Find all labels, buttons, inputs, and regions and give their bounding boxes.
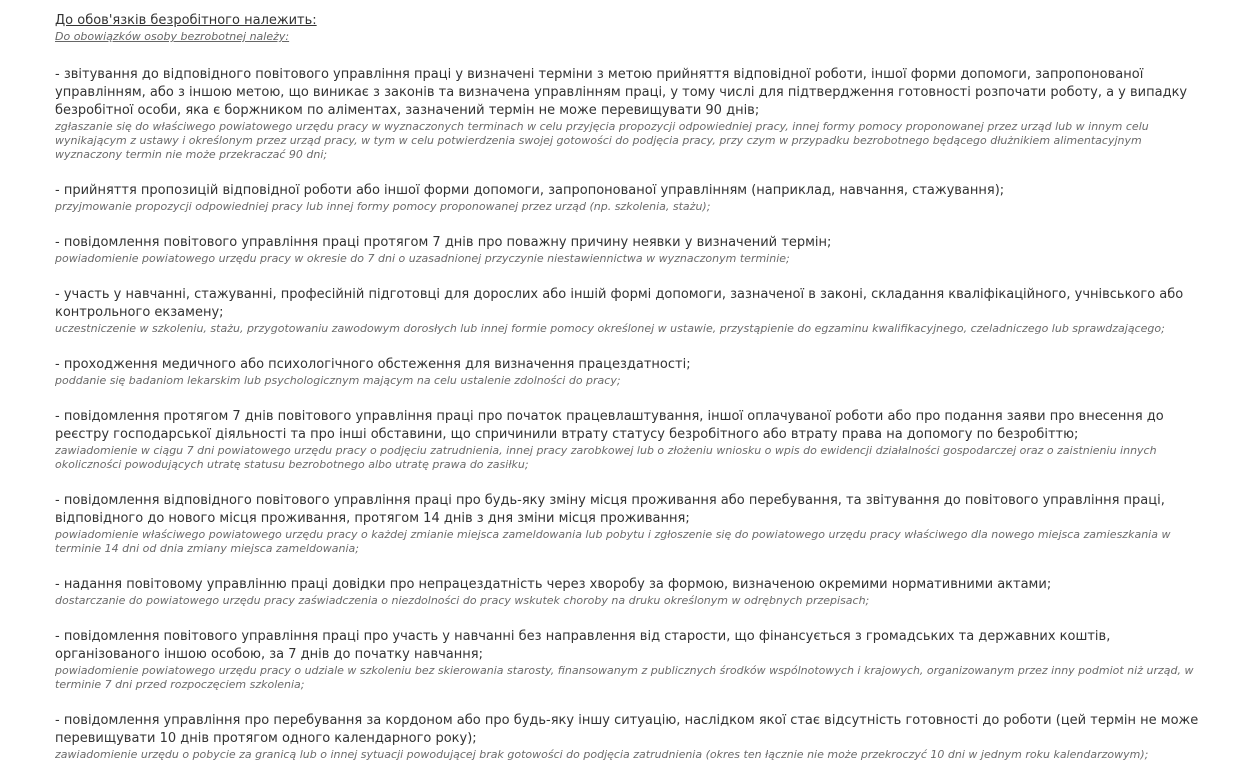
duty-text-pl: poddanie się badaniom lekarskim lub psychologicznym mającym na celu ustalenie zdolności do pracy; (55, 374, 621, 387)
duty-text-ua: - повідомлення управління про перебування за кордоном або про будь-яку іншу ситуацію, наслідком якої стає відсутність готовності до роботи (цей термін не може перевищувати 10 днів протягом одного календарного року); (55, 713, 1199, 746)
duty-item (55, 492, 1200, 556)
duty-item (55, 356, 1200, 388)
duty-text-ua: - повідомлення повітового управління праці протягом 7 днів про поважну причину неявки у визначений термін; (55, 235, 832, 250)
duty-text-pl: dostarczanie do powiatowego urzędu pracy zaświadczenia o niezdolności do pracy wskutek choroby na druku określonym w odrębnych przepisach; (55, 594, 870, 607)
duty-text-pl: powiadomienie powiatowego urzędu pracy o udziale w szkoleniu bez skierowania starosty, finansowanym z publicznych środków wspólnotowych i krajowych, organizowanym przez inny podmiot niż urząd, w terminie 7 dni przed rozpoczęciem szkolenia; (55, 664, 1194, 691)
duty-text-ua: - проходження медичного або психологічного обстеження для визначення працездатності; (55, 357, 691, 372)
duty-text-ua: - повідомлення відповідного повітового управління праці про будь-яку зміну місця проживання або перебування, та звітування до повітового управління праці, відповідного до нового місця проживання, протягом 14 днів з дня зміни місця проживання; (55, 493, 1165, 526)
duty-text-ua: - участь у навчанні, стажуванні, професійній підготовці для дорослих або іншій формі допомоги, зазначеної в законі, складання кваліфікаційного, учнівського або контрольного екзамену; (55, 287, 1184, 320)
duty-item (55, 286, 1200, 336)
duty-text-pl: powiadomienie właściwego powiatowego urzędu pracy o każdej zmianie miejsca zameldowania lub pobytu i zgłoszenie się do powiatowego urzędu pracy właściwego dla nowego miejsca zamieszkania w terminie 14 dni od dnia zmiany miejsca zameldowania; (55, 528, 1171, 555)
duty-item (55, 66, 1200, 162)
duty-item (55, 182, 1200, 214)
duty-text-ua: - звітування до відповідного повітового управління праці у визначені терміни з метою прийняття відповідної роботи, іншої форми допомоги, запропонованої управлінням, або з іншою метою, що виникає з законів та визначена управлінням праці, у тому числі для підтвердження готовності розпочати роботу, а у випадку безробітної особи, яка є боржником по аліментах, зазначений термін не може перевищувати 90 днів; (55, 67, 1188, 118)
duty-text-pl: zawiadomienie urzędu o pobycie za granicą lub o innej sytuacji powodującej brak gotowości do podjęcia zatrudnienia (okres ten łącznie nie może przekroczyć 10 dni w jednym roku kalendarzowym); (55, 748, 1149, 761)
duty-item (55, 408, 1200, 472)
duty-text-pl: powiadomienie powiatowego urzędu pracy w okresie do 7 dni o uzasadnionej przyczynie niestawiennictwa w wyznaczonym terminie; (55, 252, 790, 265)
section-heading: До обов'язків безробітного належить: (55, 13, 317, 28)
duty-text-ua: - прийняття пропозицій відповідної роботи або іншої форми допомоги, запропонованої управлінням (наприклад, навчання, стажування); (55, 183, 1005, 198)
duty-text-ua: - повідомлення повітового управління праці про участь у навчанні без направлення від старости, що фінансується з громадських та державних коштів, організованого іншою особою, за 7 днів до початку навчання; (55, 629, 1111, 662)
duty-item (55, 712, 1200, 762)
duties-list (55, 66, 1200, 762)
duty-text-pl: uczestniczenie w szkoleniu, stażu, przygotowaniu zawodowym dorosłych lub innej formie pomocy określonej w ustawie, przystąpienie do egzaminu kwalifikacyjnego, czeladniczego lub sprawdzającego; (55, 322, 1165, 335)
duty-item (55, 234, 1200, 266)
duty-item (55, 628, 1200, 692)
duty-text-ua: - надання повітовому управлінню праці довідки про непрацездатність через хворобу за формою, визначеною окремими нормативними актами; (55, 577, 1052, 592)
duty-text-pl: przyjmowanie propozycji odpowiedniej pracy lub innej formy pomocy proponowanej przez urząd (np. szkolenia, stażu); (55, 200, 711, 213)
duty-text-pl: zgłaszanie się do właściwego powiatowego urzędu pracy w wyznaczonych terminach w celu przyjęcia propozycji odpowiedniej pracy, innej formy pomocy proponowanej przez urząd lub w innym celu wynikającym z ustawy i określonym przez urząd pracy, w tym w celu potwierdzenia swojej gotowości do podjęcia pracy, przy czym w przypadku bezrobotnego będącego dłużnikiem alimentacyjnym wyznaczony termin nie może przekraczać 90 dni; (55, 120, 1149, 161)
duty-text-ua: - повідомлення протягом 7 днів повітового управління праці про початок працевлаштування, іншої оплачуваної роботи або про подання заяви про внесення до реєстру господарської діяльності та про інші обставини, що спричинили втрату статусу безробітного або втрату права на допомогу по безробіттю; (55, 409, 1164, 442)
duty-text-pl: zawiadomienie w ciągu 7 dni powiatowego urzędu pracy o podjęciu zatrudnienia, innej pracy zarobkowej lub o złożeniu wniosku o wpis do ewidencji działalności gospodarczej oraz o zaistnieniu innych okoliczności powodujących utratę statusu bezrobotnego albo utratę prawa do zasiłku; (55, 444, 1157, 471)
duty-item (55, 576, 1200, 608)
section-heading-translation: Do obowiązków osoby bezrobotnej należy: (55, 30, 290, 43)
